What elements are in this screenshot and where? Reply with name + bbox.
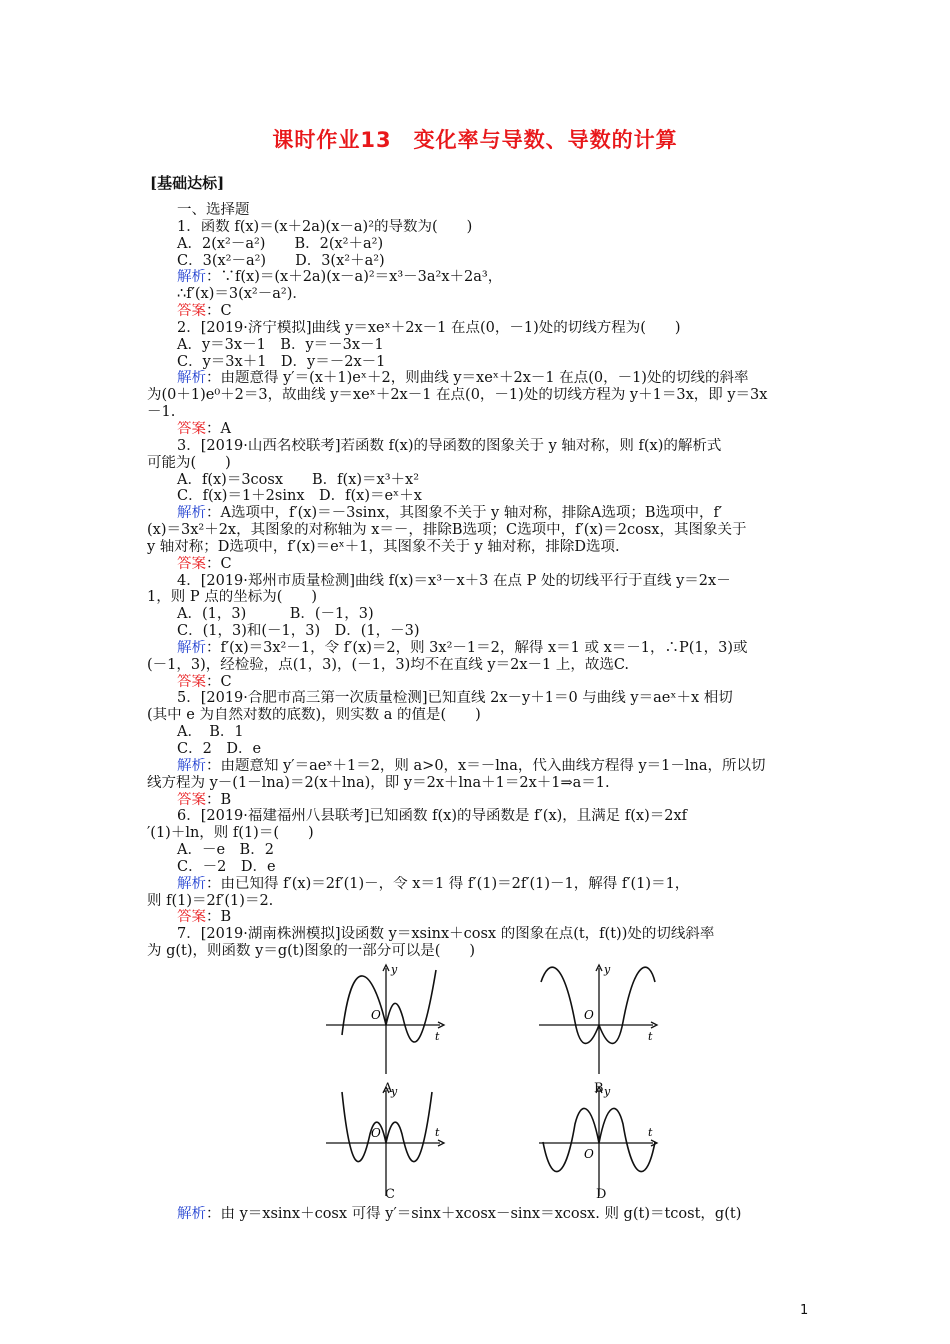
- q5-answer: [147, 792, 809, 809]
- origin-label: O: [371, 1007, 381, 1022]
- q4-options-1: A．(1，3) B．(－1，3): [177, 606, 374, 623]
- q5-analysis-1: [147, 758, 809, 775]
- answer-text: ：C: [206, 555, 232, 572]
- answer-label: 答案: [177, 303, 206, 320]
- caption-a: A: [383, 1080, 393, 1096]
- q6-answer: [147, 909, 809, 926]
- t-axis-label: t: [435, 1125, 440, 1139]
- figure-b: [535, 962, 660, 1080]
- q3-stem-2: 可能为( ): [147, 454, 231, 471]
- analysis-text: ：∵f(x)＝(x＋2a)(x－a)²＝x³－3a²x＋2a³，: [206, 269, 503, 286]
- q7-figures: [147, 960, 809, 1206]
- q1-answer: [147, 303, 809, 320]
- q4-answer: [147, 674, 809, 691]
- caption-d: D: [596, 1186, 607, 1202]
- q4-options-2: C．(1，3)和(－1，3) D．(1，－3): [177, 623, 420, 640]
- sub-heading: 一、选择题: [177, 202, 250, 218]
- answer-label: 答案: [177, 791, 206, 808]
- q2-analysis-1: [147, 370, 809, 387]
- analysis-label: 解析: [177, 875, 206, 892]
- y-axis-label: y: [391, 1084, 398, 1098]
- figure-c: [322, 1084, 447, 1202]
- q7-stem-2: 为 g(t)，则函数 y＝g(t)图象的一部分可以是( ): [147, 943, 476, 960]
- analysis-text: ：f′(x)＝3x²－1，令 f′(x)＝2，则 3x²－1＝2，解得 x＝1 或 x＝－1，∴P(1，3)或: [206, 639, 748, 656]
- q4-analysis-2: (－1，3)，经检验，点(1，3)，(－1，3)均不在直线 y＝2x－1 上，故选C.: [147, 656, 630, 673]
- q6-stem-2: ′(1)＋ln，则 f(1)＝( ): [147, 825, 314, 842]
- analysis-label: 解析: [177, 757, 206, 774]
- q7-stem-1: 7．[2019·湖南株洲模拟]设函数 y＝xsinx＋cosx 的图象在点(t，f(t))处的切线斜率: [177, 926, 715, 943]
- q5-options-1: A． B．1: [177, 724, 244, 741]
- q1-analysis-1: [147, 269, 809, 286]
- analysis-label: 解析: [177, 1205, 206, 1222]
- caption-c: C: [385, 1186, 395, 1202]
- analysis-text: ：由题意知 y′＝aeˣ＋1＝2，则 a>0，x＝－lna，代入曲线方程得 y＝1－lna，所以切: [206, 757, 766, 774]
- analysis-label: 解析: [177, 505, 206, 522]
- answer-label: 答案: [177, 420, 206, 437]
- curve-c: [342, 1092, 432, 1162]
- q1-stem: 1．函数 f(x)＝(x＋2a)(x－a)²的导数为( ): [177, 218, 473, 235]
- q3-analysis-2: (x)＝3x²＋2x，其图象的对称轴为 x＝－，排除B选项；C选项中，f′(x)＝2cosx，其图象关于: [147, 522, 747, 539]
- curve-a: [342, 970, 436, 1042]
- analysis-text: ：由题意得 y′＝(x＋1)eˣ＋2，则曲线 y＝xeˣ＋2x－1 在点(0，－1)处的切线的斜率: [206, 370, 749, 387]
- figure-d: [535, 1084, 660, 1202]
- analysis-label: 解析: [177, 370, 206, 387]
- analysis-text: ：由 y＝xsinx＋cosx 可得 y′＝sinx＋xcosx－sinx＝xcosx. 则 g(t)＝tcost，g(t): [206, 1205, 742, 1222]
- analysis-text: ：由已知得 f′(x)＝2f′(1)－，令 x＝1 得 f′(1)＝2f′(1)－1，解得 f′(1)＝1，: [206, 875, 690, 892]
- q4-stem-1: 4．[2019·郑州市质量检测]曲线 f(x)＝x³－x＋3 在点 P 处的切线平行于直线 y＝2x－: [177, 572, 731, 589]
- figure-a: [322, 962, 447, 1080]
- q3-options-2: C．f(x)＝1＋2sinx D．f(x)＝eˣ＋x: [177, 488, 422, 505]
- q6-options-1: A．－e B．2: [177, 842, 274, 859]
- answer-text: ：C: [206, 303, 232, 320]
- answer-label: 答案: [177, 555, 206, 572]
- q2-analysis-2: 为(0＋1)e⁰＋2＝3，故曲线 y＝xeˣ＋2x－1 在点(0，－1)处的切线方程为 y＋1＝3x，即 y＝3x: [147, 387, 768, 404]
- analysis-label: 解析: [177, 269, 206, 286]
- q5-stem-2: (其中 e 为自然对数的底数)，则实数 a 的值是( ): [147, 707, 481, 724]
- question-body: [147, 202, 809, 1223]
- q5-analysis-2: 线方程为 y－(1－lna)＝2(x＋lna)，即 y＝2x＋lna＋1＝2x＋1⇒a＝1.: [147, 774, 610, 791]
- answer-text: ：B: [206, 909, 232, 926]
- answer-text: ：A: [206, 420, 231, 437]
- q6-stem-1: 6．[2019·福建福州八县联考]已知函数 f(x)的导函数是 f′(x)，且满足 f(x)＝2xf: [177, 808, 688, 825]
- caption-b: B: [594, 1080, 604, 1096]
- analysis-label: 解析: [177, 639, 206, 656]
- y-axis-label: y: [604, 1084, 611, 1098]
- page-title: 课时作业13 变化率与导数、导数的计算: [272, 128, 678, 152]
- answer-text: ：B: [206, 791, 232, 808]
- q6-options-2: C．－2 D．e: [177, 858, 276, 875]
- q2-options-2: C．y＝3x＋1 D．y＝－2x－1: [177, 353, 386, 370]
- q3-analysis-3: y 轴对称；D选项中，f′(x)＝eˣ＋1，其图象不关于 y 轴对称，排除D选项.: [147, 538, 620, 555]
- q1-options-2: C．3(x²－a²) D．3(x²＋a²): [177, 252, 385, 269]
- origin-label: O: [584, 1007, 594, 1022]
- q6-analysis-1: [147, 876, 809, 893]
- q1-options-1: A．2(x²－a²) B．2(x²＋a²): [177, 235, 384, 252]
- page-number: 1: [800, 1303, 809, 1318]
- q2-options-1: A．y＝3x－1 B．y＝－3x－1: [177, 336, 384, 353]
- t-axis-label: t: [648, 1125, 653, 1139]
- q3-analysis-1: [147, 505, 809, 522]
- q5-stem-1: 5．[2019·合肥市高三第一次质量检测]已知直线 2x－y＋1＝0 与曲线 y＝aeˣ＋x 相切: [177, 690, 733, 707]
- q3-options-1: A．f(x)＝3cosx B．f(x)＝x³＋x²: [177, 471, 420, 488]
- section-heading: [基础达标]: [150, 174, 225, 192]
- q4-stem-2: 1，则 P 点的坐标为( ): [147, 589, 318, 606]
- answer-label: 答案: [177, 673, 206, 690]
- q2-answer: [147, 421, 809, 438]
- q6-analysis-2: 则 f(1)＝2f′(1)＝2.: [147, 892, 274, 909]
- answer-label: 答案: [177, 909, 206, 926]
- answer-text: ：C: [206, 673, 232, 690]
- q1-analysis-2: ∴f′(x)＝3(x²－a²)．: [177, 286, 307, 303]
- y-axis-label: y: [604, 962, 611, 976]
- q2-stem: 2．[2019·济宁模拟]曲线 y＝xeˣ＋2x－1 在点(0，－1)处的切线方程为( ): [177, 319, 681, 336]
- t-axis-label: t: [648, 1029, 653, 1043]
- q4-analysis-1: [147, 640, 809, 657]
- curve-b: [541, 967, 655, 1043]
- q3-answer: [147, 556, 809, 573]
- origin-label: O: [584, 1146, 594, 1161]
- t-axis-label: t: [435, 1029, 440, 1043]
- q3-stem-1: 3．[2019·山西名校联考]若函数 f(x)的导函数的图象关于 y 轴对称，则 f(x)的解析式: [177, 437, 722, 454]
- origin-label: O: [371, 1125, 381, 1140]
- y-axis-label: y: [391, 962, 398, 976]
- q5-options-2: C．2 D．e: [177, 741, 262, 757]
- q2-analysis-3: －1.: [147, 404, 176, 421]
- q7-analysis-1: [147, 1206, 809, 1223]
- analysis-text: ：A选项中，f′(x)＝－3sinx，其图象不关于 y 轴对称，排除A选项；B选项中，f′: [206, 505, 723, 522]
